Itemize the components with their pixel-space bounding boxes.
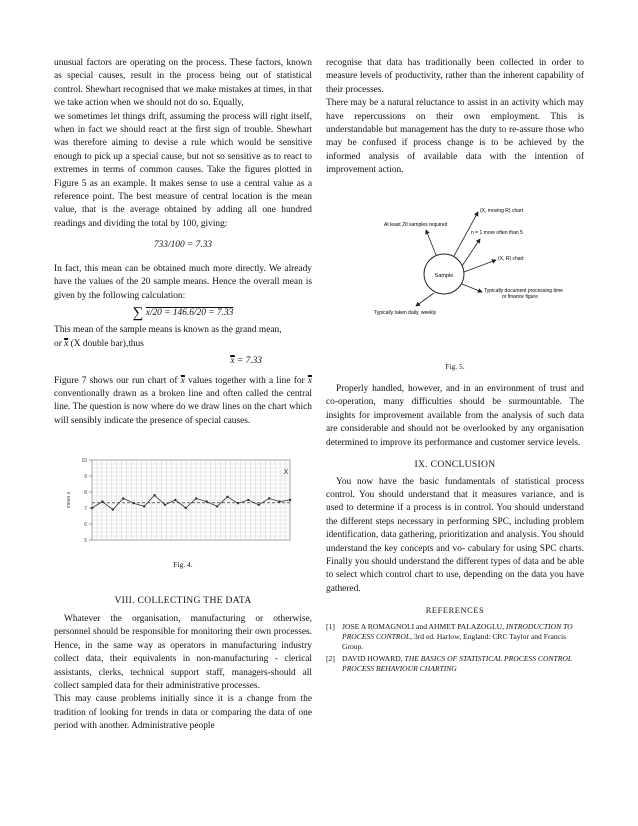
diagram-label: (X, R) chart xyxy=(498,255,524,262)
figure-caption: Fig. 5. xyxy=(445,361,465,371)
data-point xyxy=(122,497,124,499)
arrow xyxy=(464,260,496,272)
diagram-label: n = 1 more often than 5 xyxy=(471,229,523,236)
y-axis-label: mean x xyxy=(66,491,72,509)
data-point xyxy=(205,501,207,503)
equation-text: = 7.33 xyxy=(236,356,262,367)
data-point xyxy=(247,499,249,501)
diagram-label: Typically taken daily, weekly xyxy=(374,309,437,316)
x-double-bar: $\overline{x}$ xyxy=(230,356,235,367)
paragraph: Properly handled, however, and in an environment of trust and co-operation, many difficulties should be surmountable. The insights for improvement available from the analysis of such data are considerable and should not be overlooked by any organisation determined to improve its performance and customer service levels. xyxy=(326,384,584,448)
paragraph: You now have the basic fundamentals of statistical process control. You should understand that it measures variance, and is used to determine if a process is in control. You should understand the different steps necessary in performing SPC, including problem identification, data gathering, prioritization and analysis. You should understand the key concepts and vo- cabulary for using SPC charts. Finally you should understand the different types of data and be able to select which control chart to use, depending on the data you have gathered. xyxy=(326,476,584,594)
data-point xyxy=(153,494,155,496)
right-column xyxy=(326,57,584,676)
reference-item: [1] JOSE A ROMAGNOLI and AHMET PALAZOGLU, INTRODUCTION TO PROCESS CONTROL, 3rd ed. Harlow, England: CRC Taylor and Francis Group. xyxy=(326,621,573,651)
data-point xyxy=(185,507,187,509)
arrow xyxy=(462,239,480,266)
data-point xyxy=(174,499,176,501)
equation-grand-mean-calc xyxy=(54,304,312,321)
diagram-label: Typically document processing time xyxy=(484,287,563,294)
reference-list xyxy=(326,622,584,674)
chart-marker: X xyxy=(283,469,289,477)
data-point xyxy=(268,497,270,499)
data-point xyxy=(112,509,114,511)
paragraph: recognise that data has traditionally been collected in order to measure levels of productivity, rather than the inherent capability of their processes. xyxy=(326,58,584,95)
data-point xyxy=(132,502,134,504)
paragraph: This may cause problems initially since it is a change from the tradition of looking for trends in data or comparing the data of one period with another. Administrative people xyxy=(54,694,312,732)
x-double-bar: $\overline{x}$ xyxy=(64,338,69,349)
sample-diagram xyxy=(326,194,584,364)
data-point xyxy=(164,504,166,506)
y-tick-label: 9 xyxy=(84,474,87,481)
y-tick-label: 7 xyxy=(84,506,87,513)
diagram-label: At least 20 samples required xyxy=(384,221,448,228)
section-heading: IX. CONCLUSION xyxy=(414,459,496,471)
data-point xyxy=(101,501,103,503)
references-heading: REFERENCES xyxy=(425,606,485,616)
equation-grand-mean xyxy=(54,355,312,368)
paragraph-text: or xyxy=(54,338,62,349)
x-double-bar: $\overline{x}$ xyxy=(180,375,185,386)
arrow xyxy=(462,284,482,292)
data-point xyxy=(278,501,280,503)
equation-mean: 733/100 = 7.33 xyxy=(153,240,213,251)
paragraph: There may be a natural reluctance to assist in an activity which may have repercussions on their own employment. This is understandable but management has the duty to re-assure those who may be confused if process change is to be achieved by the informed analysis of available data with the intention of improvement action. xyxy=(326,98,584,176)
y-tick-label: 10 xyxy=(81,458,87,465)
arrow xyxy=(416,293,434,306)
diagram-label-center: Sample xyxy=(434,272,454,279)
paragraph-text: This mean of the sample means is known as the grand mean, xyxy=(54,325,282,336)
y-tick-label: 8 xyxy=(84,490,87,497)
data-point xyxy=(258,504,260,506)
equation-text: x/20 = 146.6/20 = 7.33 xyxy=(145,307,234,318)
diagram-label: or finance figure xyxy=(502,293,538,300)
reference-item: [2] DAVID HOWARD, THE BASICS OF STATISTICAL PROCESS CONTROL PROCESS BEHAVIOUR CHARTING xyxy=(326,653,572,673)
paragraph: Whatever the organisation, manufacturing or otherwise, personnel should be responsible for monitoring their own processes. Hence, in the same way as operators in manufacturing industry collect data, their equivalents in non-manufacturing - clerical assistants, clerks, technical support staff, managers-should all collect sampled data for their administrative processes. xyxy=(54,613,312,691)
data-point xyxy=(143,505,145,507)
sum-symbol: ∑ xyxy=(132,304,144,321)
figure-5 xyxy=(326,194,584,364)
arrow xyxy=(426,230,436,255)
data-point xyxy=(226,496,228,498)
diagram-label: (X, moving R) chart xyxy=(480,207,524,214)
figure-caption: Fig. 4. xyxy=(173,560,193,570)
x-double-bar: $\overline{x}$ xyxy=(307,375,313,386)
data-point xyxy=(195,497,197,499)
paragraph-text: (X double bar),thus xyxy=(70,338,144,349)
paragraph: we sometimes let things drift, assuming the process will right itself, when in fact we should react at the first sign of trouble. Shewhart was therefore aiming to devise a rule which would be sensitive enough to pick up a special cause, but not so sensitive as to react to extremes in terms of common causes. Take the figures plotted in Figure 5 as an example. It makes sense to use a central value as a reference point. The best measure of central location is the mean value, that is the average obtained by adding all one hundred readings and dividing the total by 100, giving: xyxy=(54,111,312,229)
left-column xyxy=(54,57,312,734)
paragraph: Figure 7 shows our run chart of $\overline{x}$ values together with a line for $\overline{x}$ conventionally drawn as a broken line and often called the central line. The question is now where do we draw lines on the chart which will sensibly indicate the presence of special causes. xyxy=(54,375,313,426)
data-point xyxy=(237,502,239,504)
data-point xyxy=(216,505,218,507)
y-tick-label: 5 xyxy=(84,538,87,545)
y-tick-label: 6 xyxy=(84,522,87,529)
section-heading: VIII. COLLECTING THE DATA xyxy=(114,594,252,606)
data-point xyxy=(289,499,291,501)
paragraph: In fact, this mean can be obtained much more directly. We already have the values of the 20 sample means. Hence the overall mean is given by the following calculation: xyxy=(54,263,312,301)
data-point xyxy=(91,507,93,509)
figure-4 xyxy=(54,448,312,552)
paragraph xyxy=(54,324,312,351)
run-chart xyxy=(54,448,312,552)
paragraph: unusual factors are operating on the process. These factors, known as special causes, result in the process being out of statistical control. Shewhart recognised that we make mistakes at times, in that we take action when we should not do so. Equally, xyxy=(54,58,312,109)
